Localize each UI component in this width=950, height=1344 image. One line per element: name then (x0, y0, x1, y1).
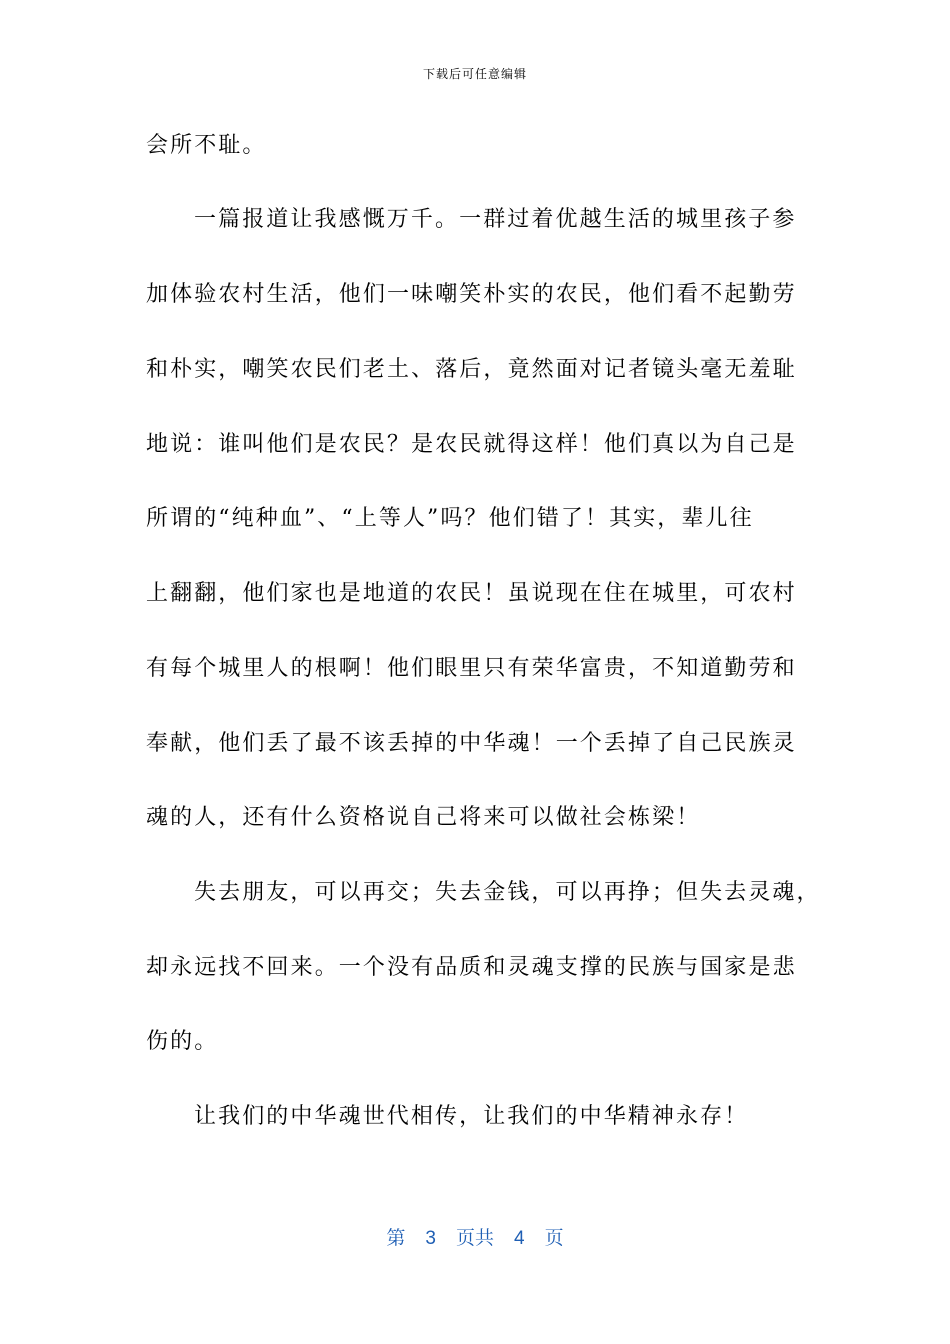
text-line: 伤的。 (146, 1029, 219, 1054)
text-line: 加体验农村生活，他们一味嘲笑朴实的农民，他们看不起勤劳 (146, 282, 797, 307)
footer-suffix: 页 (544, 1228, 564, 1249)
paragraph-start-line: 让我们的中华魂世代相传，让我们的中华精神永存！ (194, 1104, 749, 1129)
text-line: 地说：谁叫他们是农民？是农民就得这样！他们真以为自己是 (146, 432, 797, 457)
text-line: 奉献，他们丢了最不该丢掉的中华魂！一个丢掉了自己民族灵 (146, 731, 797, 756)
total-pages-number: 4 (514, 1228, 525, 1249)
page-footer (0, 1226, 950, 1252)
paragraph-start-line: 一篇报道让我感慨万千。一群过着优越生活的城里孩子参 (194, 207, 797, 232)
text-line: 会所不耻。 (146, 133, 267, 158)
text-line: 和朴实，嘲笑农民们老土、落后，竟然面对记者镜头毫无羞耻 (146, 357, 797, 382)
footer-middle: 页共 (455, 1228, 494, 1249)
paragraph-start-line: 失去朋友，可以再交；失去金钱，可以再挣；但失去灵魂， (194, 880, 821, 905)
text-line: 魂的人，还有什么资格说自己将来可以做社会栋梁！ (146, 805, 701, 830)
current-page-number: 3 (425, 1228, 436, 1249)
page-header: 下载后可任意编辑 (422, 67, 527, 81)
text-line: 上翻翻，他们家也是地道的农民！虽说现在住在城里，可农村 (146, 581, 797, 606)
text-line: 所谓的“纯种血”、“上等人”吗？他们错了！其实，辈儿往 (146, 506, 754, 531)
text-line: 却永远找不回来。一个没有品质和灵魂支撑的民族与国家是悲 (146, 955, 797, 980)
footer-prefix: 第 (386, 1228, 406, 1249)
text-line: 有每个城里人的根啊！他们眼里只有荣华富贵，不知道勤劳和 (146, 656, 797, 681)
